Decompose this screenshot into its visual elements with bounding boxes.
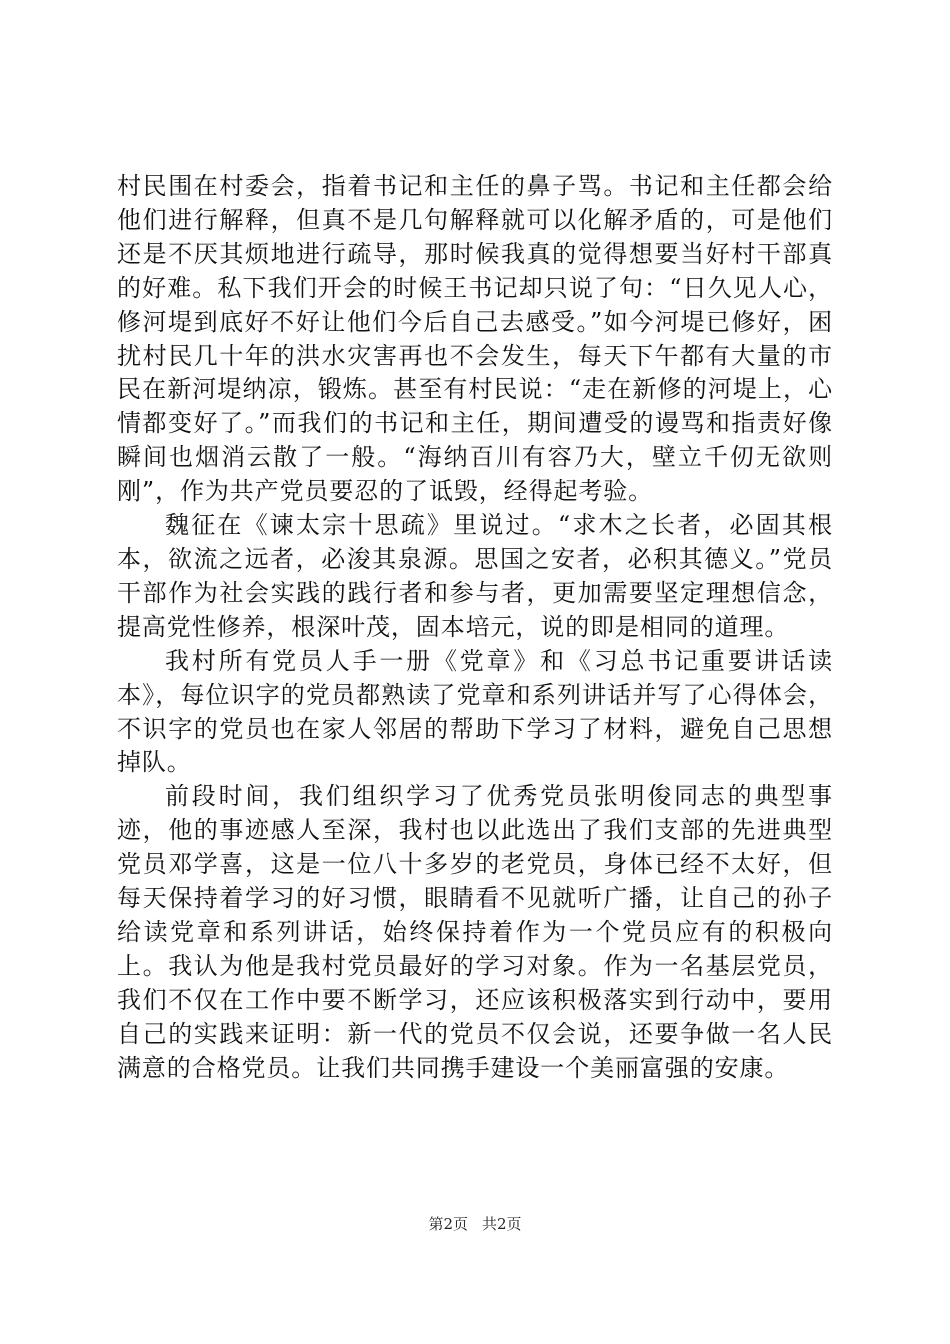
paragraph-1: 村民围在村委会，指着书记和主任的鼻子骂。书记和主任都会给他们进行解释，但真不是几句解释就可以化解矛盾的，可是他们还是不厌其烦地进行疏导，那时候我真的觉得想要当好村干部真的好难。私下我们开会的时候王书记却只说了句：“日久见人心，修河堤到底好不好让他们今后自己去感受。”如今河堤已修好，困扰村民几十年的洪水灾害再也不会发生，每天下午都有大量的市民在新河堤纳凉，锻炼。甚至有村民说：“走在新修的河堤上，心情都变好了。”而我们的书记和主任，期间遭受的谩骂和指责好像瞬间也烟消云散了一般。“海纳百川有容乃大，壁立千仞无欲则刚”，作为共产党员要忍的了诋毁，经得起考验。: [117, 172, 833, 506]
document-body: [117, 170, 833, 1085]
paragraph-2: 魏征在《谏太宗十思疏》里说过。“求木之长者，必固其根本，欲流之远者，必浚其泉源。思国之安者，必积其德义。”党员干部作为社会实践的践行者和参与者，更加需要坚定理想信念，提高党性修养，根深叶茂，固本培元，说的即是相同的道理。: [117, 511, 833, 641]
paragraph-4: 前段时间，我们组织学习了优秀党员张明俊同志的典型事迹，他的事迹感人至深，我村也以此选出了我们支部的先进典型党员邓学喜，这是一位八十多岁的老党员，身体已经不太好，但每天保持着学习的好习惯，眼睛看不见就听广播，让自己的孙子给读党章和系列讲话，始终保持着作为一个党员应有的积极向上。我认为他是我村党员最好的学习对象。作为一名基层党员，我们不仅在工作中要不断学习，还应该积极落实到行动中，要用自己的实践来证明：新一代的党员不仅会说，还要争做一名人民满意的合格党员。让我们共同携手建设一个美丽富强的安康。: [117, 782, 833, 1082]
paragraph-3: 我村所有党员人手一册《党章》和《习总书记重要讲话读本》，每位识字的党员都熟读了党章和系列讲话并写了心得体会，不识字的党员也在家人邻居的帮助下学习了材料，避免自己思想掉队。: [117, 646, 833, 777]
page-footer: [0, 1214, 950, 1234]
page-total: 共2页: [482, 1215, 522, 1233]
page-number: 第2页: [428, 1215, 468, 1233]
